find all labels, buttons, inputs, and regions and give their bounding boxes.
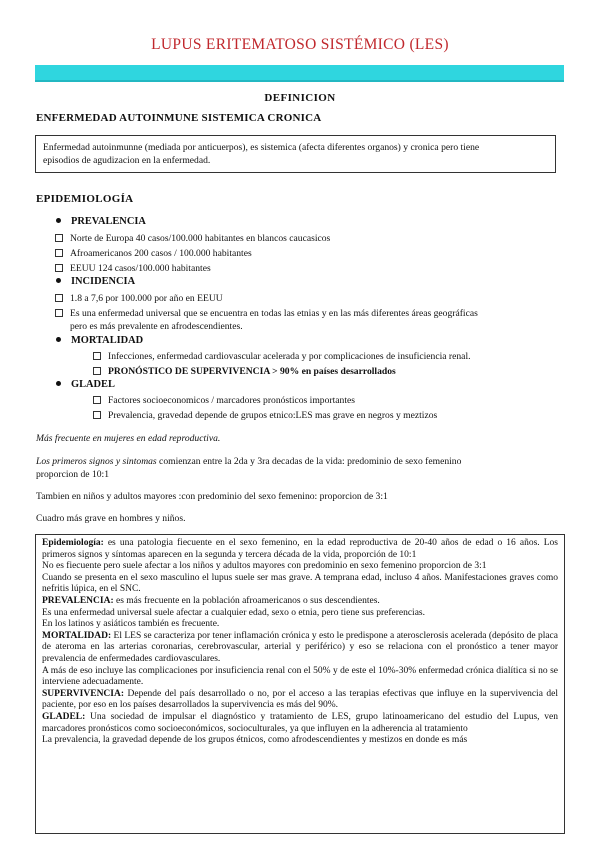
list-item	[93, 410, 437, 422]
list-item-text: 1.8 a 7,6 por 100.000 por año en EEUU	[70, 293, 223, 304]
list-item-text: EEUU 124 casos/100.000 habitantes	[70, 263, 211, 274]
para-proporcion: proporcion de 10:1	[36, 469, 110, 480]
checkbox-icon	[93, 396, 101, 404]
list-item	[55, 233, 330, 245]
title-band	[35, 65, 564, 82]
resumen-line: Cuando se presenta en el sexo masculino el lupus suele ser mas grave. A temprana edad, incluso 4 años. Manifestaciones graves como nefritis lúpica, en el SNC.	[42, 572, 558, 595]
resumen-gladel-text: Una sociedad de impulsar el diagnóstico y tratamiento de LES, grupo latinoamericano del estudio del Lupus, ven marcadores pronósticos como socioeconómicos, socioculturales, ya que influyen en la adherencia al tratamiento	[42, 711, 558, 734]
list-item	[93, 395, 355, 407]
resumen-mortalidad-text: El LES se caracteriza por tener inflamación crónica y esto le predispone a aterosclerosis acelerada (depósito de placa de ateroma en las arterias coronarias, cerebrovascular, arterial y periférico) y eso se relaciona con el pronóstico a tener mayor prevalencia de enfermedades cardiovasculares.	[42, 630, 558, 664]
resumen-mortalidad-label: MORTALIDAD:	[42, 630, 112, 641]
checkbox-icon	[55, 294, 63, 302]
checkbox-icon	[55, 309, 63, 317]
list-item-text: Infecciones, enfermedad cardiovascular acelerada y por complicaciones de insuficiencia renal.	[108, 351, 471, 362]
list-item-text: Factores socioeconomicos / marcadores pronósticos importantes	[108, 395, 355, 406]
checkbox-icon	[55, 264, 63, 272]
list-item	[55, 308, 565, 320]
list-item-text: Afroamericanos 200 casos / 100.000 habitantes	[70, 248, 252, 259]
resumen-gladel	[42, 712, 558, 735]
bullet-icon	[56, 218, 61, 223]
para-mujeres: Más frecuente en mujeres en edad reproductiva.	[36, 433, 221, 444]
resumen-prevalencia-label: PREVALENCIA:	[42, 595, 114, 606]
mortalidad-bullet	[56, 335, 143, 347]
mortalidad-label: MORTALIDAD	[71, 335, 144, 346]
list-item	[55, 248, 252, 260]
resumen-supervivencia-label: SUPERVIVENCIA:	[42, 688, 125, 699]
resumen-line: No es fiecuente pero suele afectar a los niños y adultos mayores con predominio en sexo femenino proporcion de 3:1	[42, 561, 487, 572]
list-item-text: Prevalencia, gravedad depende de grupos etnico:LES mas grave en negros y meztizos	[108, 410, 438, 421]
gladel-bullet	[56, 379, 115, 391]
epidemiologia-heading: EPIDEMIOLOGÍA	[36, 193, 134, 205]
checkbox-icon	[93, 411, 101, 419]
definicion-subheading: ENFERMEDAD AUTOINMUNE SISTEMICA CRONICA	[36, 112, 322, 124]
resumen-gladel-label: GLADEL:	[42, 711, 86, 722]
list-item	[93, 366, 396, 378]
bullet-icon	[56, 278, 61, 283]
para-primeros-signos-italic: Los primeros signos y sintomas	[36, 456, 157, 467]
para-primeros-signos	[36, 455, 566, 468]
definicion-heading: DEFINICION	[264, 92, 336, 104]
resumen-epidemiologia-label: Epidemiología:	[42, 538, 104, 548]
document-title: LUPUS ERITEMATOSO SISTÉMICO (LES)	[151, 36, 449, 53]
definicion-box	[35, 135, 556, 173]
resumen-mortalidad	[42, 631, 558, 666]
list-item	[55, 263, 211, 275]
resumen-epidemiologia	[42, 538, 558, 561]
para-cuadro-grave: Cuadro más grave en hombres y niños.	[36, 513, 186, 524]
bullet-icon	[56, 337, 61, 342]
resumen-line: En los latinos y asiáticos también es frecuente.	[42, 619, 220, 630]
resumen-box	[35, 534, 565, 834]
gladel-label: GLADEL	[71, 379, 115, 390]
resumen-supervivencia-text: Depende del país desarrollado o no, por el acceso a las terapias efectivas que influye en la supervivencia del paciente, por eso en los países desarrollados la supervivencia es más del 90%.	[42, 688, 558, 711]
resumen-prevalencia-text: es más frecuente en la población afroamericanos o sus descendientes.	[113, 595, 380, 606]
list-item	[93, 351, 471, 363]
bullet-icon	[56, 381, 61, 386]
checkbox-icon	[55, 249, 63, 257]
para-primeros-signos-text: comienzan entre la 2da y 3ra decadas de la vida: predominio de sexo femenino	[156, 456, 462, 467]
definicion-line-2: episodios de agudizacion en la enfermedad.	[43, 155, 211, 166]
list-item-continuation: pero es más prevalente en afrodescendientes.	[70, 321, 243, 332]
checkbox-icon	[93, 367, 101, 375]
checkbox-icon	[55, 234, 63, 242]
list-item-text: Norte de Europa 40 casos/100.000 habitantes en blancos caucasicos	[70, 233, 331, 244]
list-item-text: Es una enfermedad universal que se encuentra en todas las etnias y en las más diferentes áreas geográficas	[70, 308, 478, 319]
incidencia-label: INCIDENCIA	[71, 276, 136, 287]
list-item-text: PRONÓSTICO DE SUPERVIVENCIA > 90% en países desarrollados	[108, 366, 396, 377]
resumen-line: La prevalencia, la gravedad depende de los grupos étnicos, como afrodescendientes y mestizos en donde es más	[42, 735, 468, 746]
checkbox-icon	[93, 352, 101, 360]
prevalencia-bullet	[56, 216, 146, 228]
resumen-supervivencia	[42, 689, 558, 712]
incidencia-bullet	[56, 276, 135, 288]
resumen-line: Es una enfermedad universal suele afectar a cualquier edad, sexo o etnia, pero tiene sus preferencias.	[42, 607, 425, 618]
resumen-epidemiologia-text: es una patologia fiecuente en el sexo femenino, en la edad reproductiva de 20-40 años de edad o 16 años. Los primeros signos y síntomas aparecen en la segunda y tercera década de la vida, proporción de 10:1	[42, 538, 558, 560]
para-ninos: Tambien en niños y adultos mayores :con predominio del sexo femenino: proporcion de 3:1	[36, 491, 388, 502]
definicion-line-1: Enfermedad autoinmunne (mediada por anticuerpos), es sistemica (afecta diferentes organos) y cronica pero tiene	[43, 142, 480, 153]
list-item	[55, 293, 223, 305]
resumen-line: A más de eso incluye las complicaciones por insuficiencia renal con el 50% y de este el 10%-30% enfermedad crónica dialítica si no se interviene adecuadamente.	[42, 665, 558, 688]
resumen-prevalencia	[42, 596, 558, 608]
prevalencia-label: PREVALENCIA	[71, 216, 146, 227]
